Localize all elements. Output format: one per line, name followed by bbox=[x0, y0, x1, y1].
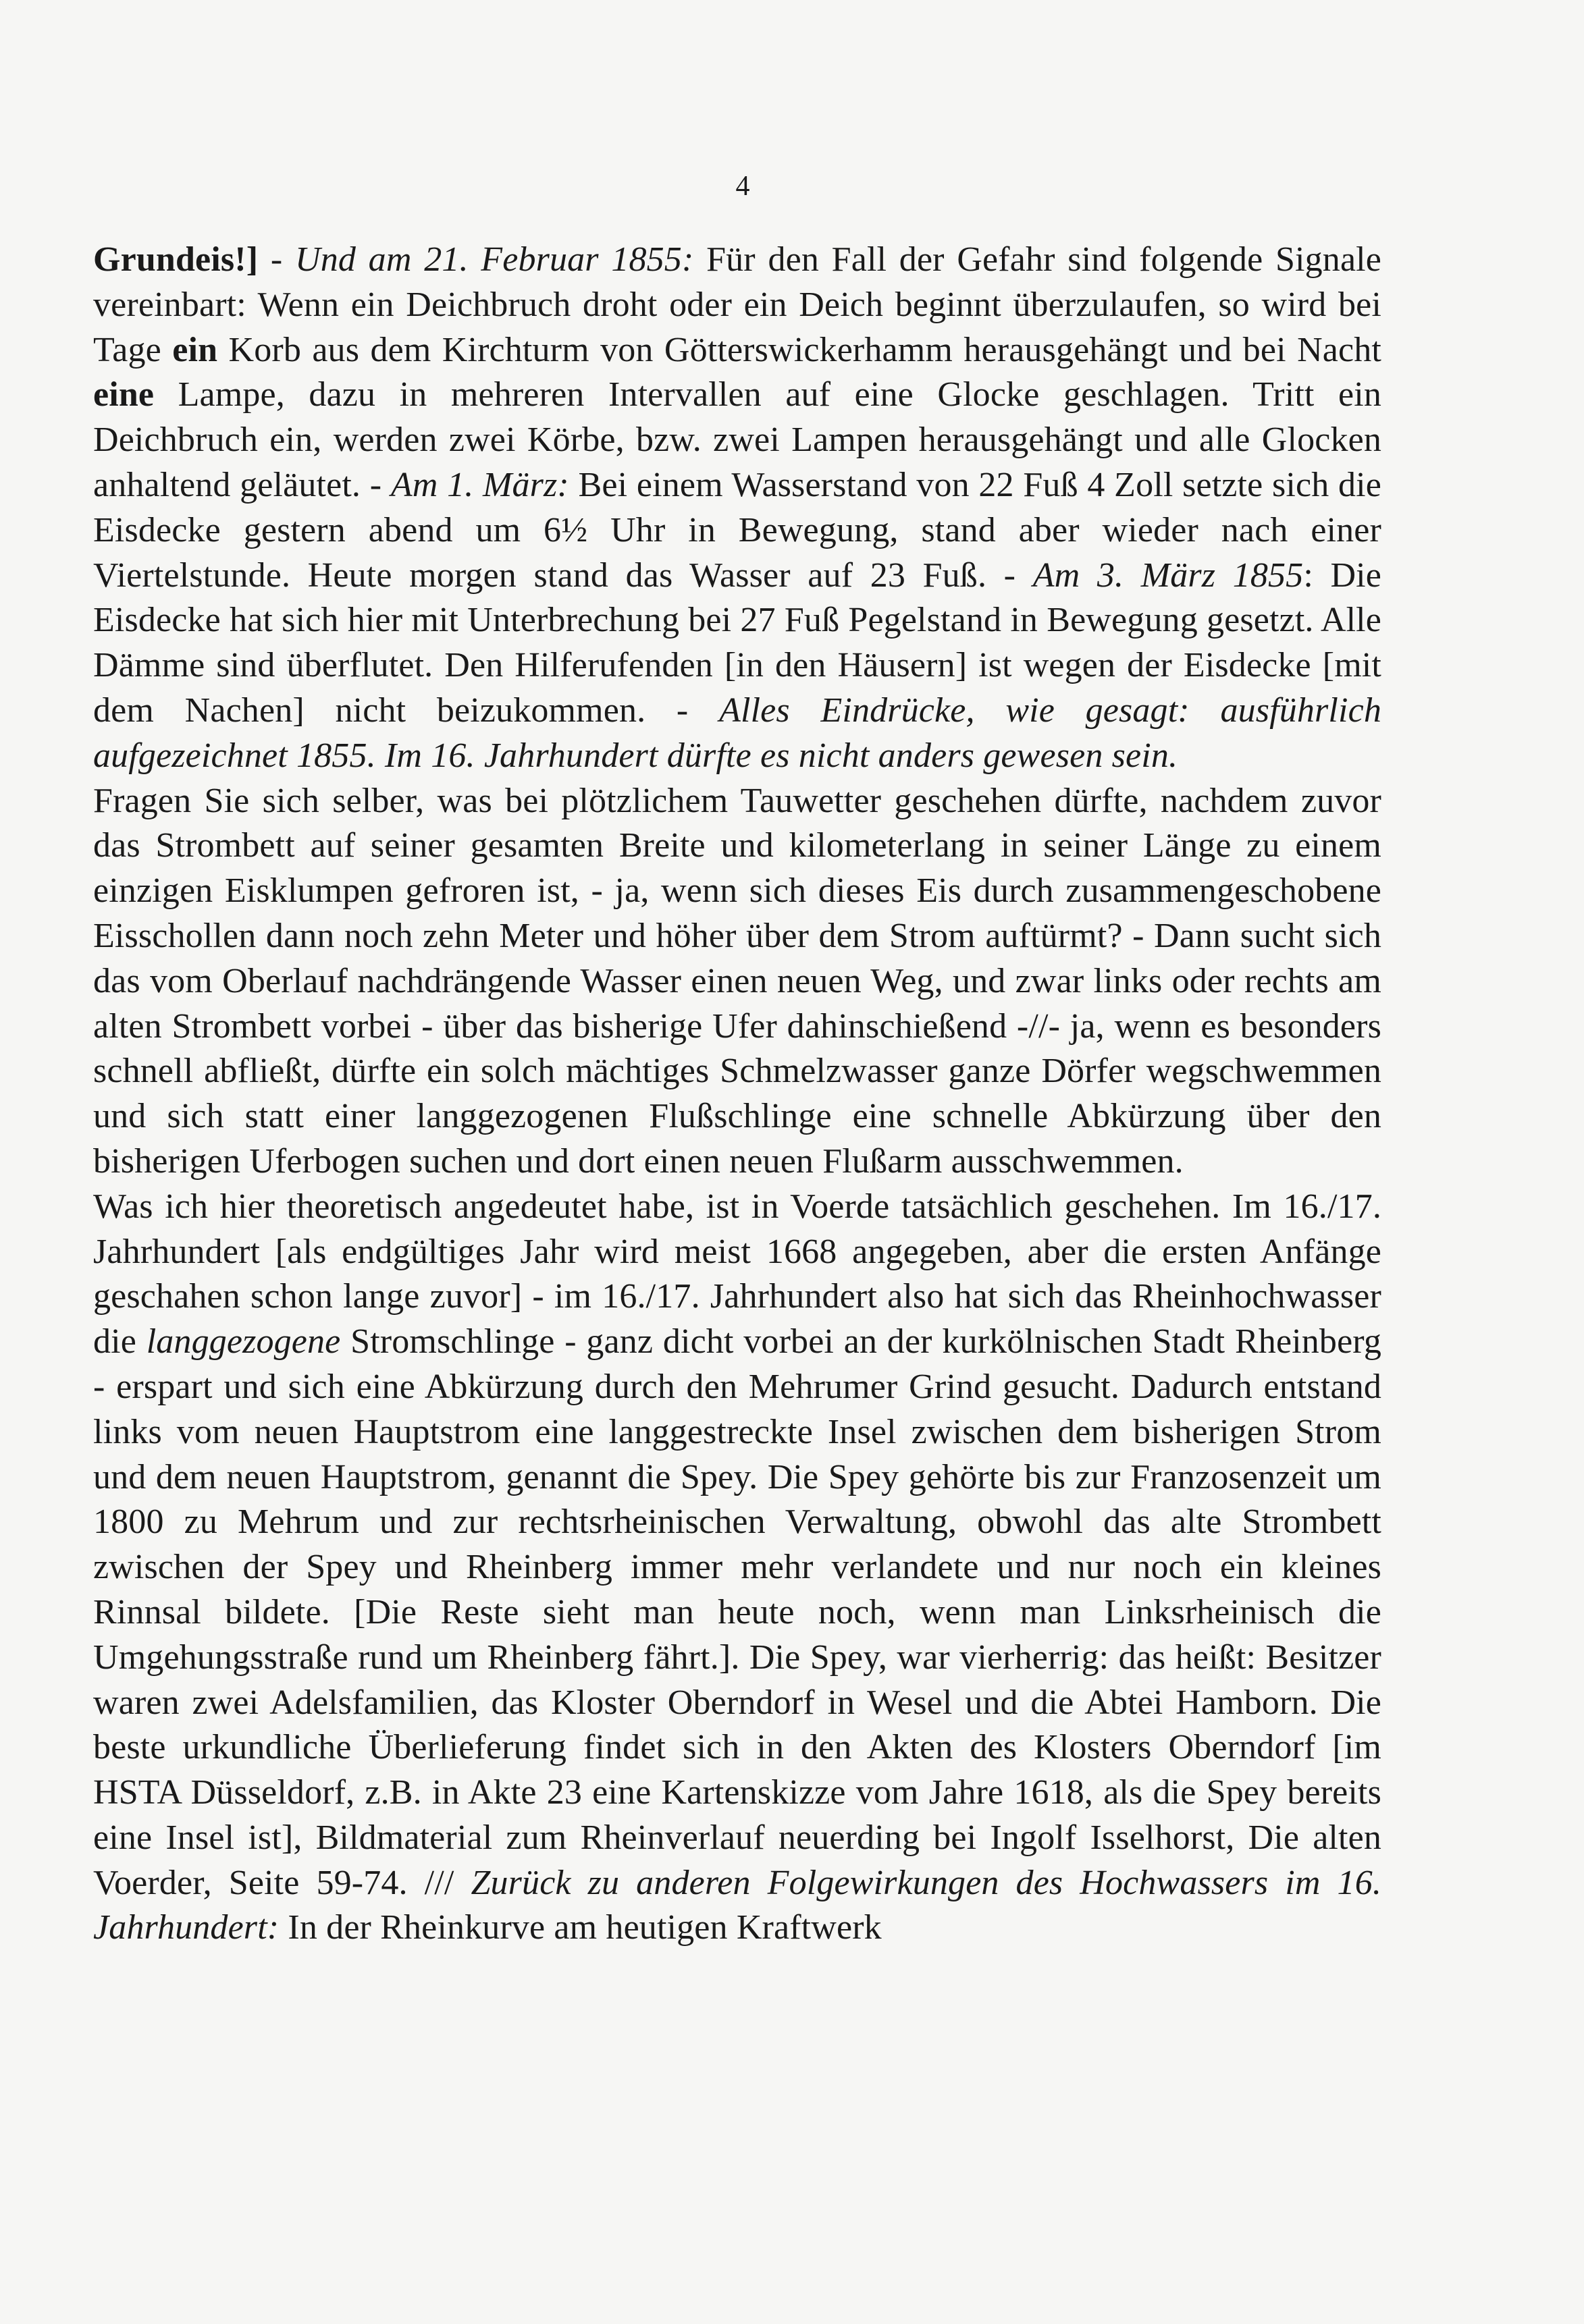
text-run: Bei einem Wasserstand von 22 Fuß 4 Zoll setzte sich die Eisdecke gestern abend um 6½ Uhr in Bewegung, stand aber wieder nach einer Viertelstunde. Heute morgen stand das Wasser auf 23 Fuß. - bbox=[93, 465, 1381, 595]
text-run: - bbox=[258, 240, 295, 279]
body-text bbox=[93, 238, 1381, 1951]
text-italic: Und am 21. Februar 1855: bbox=[295, 240, 694, 279]
text-run: Lampe, dazu in mehreren Intervallen auf eine Glocke geschlagen. Tritt ein Deichbruch ein, werden zwei Körbe, bzw. zwei Lampen herausgehängt und alle Glocken anhaltend geläutet. - bbox=[93, 375, 1381, 504]
text-run: Fragen Sie sich selber, was bei plötzlichem Tauwetter geschehen dürfte, nachdem zuvor das Strombett auf seiner gesamten Breite und kilometerlang in seiner Länge zu einem einzigen Eisklumpen gefroren ist, - ja, wenn sich dieses Eis durch zusammengeschobene Eisschollen dann noch zehn Meter und höher über dem Strom auftürmt? - Dann sucht sich das vom Oberlauf nachdrängende Wasser einen neuen Weg, und zwar links oder rechts am alten Strombett vorbei - über das bisherige Ufer dahinschießend -//- ja, wenn es besonders schnell abfließt, dürfte ein solch mächtiges Schmelzwasser ganze Dörfer wegschwemmen und sich statt einer langgezogenen Flußschlinge eine schnelle Abkürzung über den bisherigen Uferbogen suchen und dort einen neuen Flußarm ausschwemmen. bbox=[93, 781, 1381, 1181]
text-italic: Alles Eindrücke, wie gesagt: ausführlich aufgezeichnet 1855. Im 16. Jahrhundert dürfte es nicht anders gewesen sein. bbox=[93, 691, 1381, 775]
text-bold: ein bbox=[172, 330, 218, 369]
paragraph-flood-signals bbox=[93, 238, 1381, 779]
text-run: Stromschlinge - ganz dicht vorbei an der kurkölnischen Stadt Rheinberg - erspart und sich eine Abkürzung durch den Mehrumer Grind gesucht. Dadurch entstand links vom neuen Hauptstrom eine langgestreckte Insel zwischen dem bisherigen Strom und dem neuen Hauptstrom, genannt die Spey. Die Spey gehörte bis zur Franzosenzeit um 1800 zu Mehrum und zur rechtsrheinischen Verwaltung, obwohl das alte Strombett zwischen der Spey und Rheinberg immer mehr verlandete und nur noch ein kleines Rinnsal bildete. [Die Reste sieht man heute noch, wenn man Linksrheinisch die Umgehungsstraße rund um Rheinberg fährt.]. Die Spey, war vierherrig: das heißt: Besitzer waren zwei Adelsfamilien, das Kloster Oberndorf in Wesel und die Abtei Hamborn. Die beste urkundliche Überlieferung findet sich in den Akten des Klosters Oberndorf [im HSTA Düsseldorf, z.B. in Akte 23 eine Kartenskizze vom Jahre 1618, als die Spey bereits eine Insel ist], Bildmaterial zum Rheinverlauf neuerding bei Ingolf Isselhorst, Die alten Voerder, Seite 59-74. /// bbox=[93, 1322, 1381, 1902]
text-italic: Am 1. März: bbox=[390, 465, 569, 504]
text-run: In der Rheinkurve am heutigen Kraftwerk bbox=[279, 1908, 882, 1947]
text-italic: langgezogene bbox=[146, 1322, 341, 1361]
text-run: Für den Fall der Gefahr sind folgende Signale vereinbart: Wenn ein Deichbruch droht oder ein Deich beginnt überzulaufen, so wird bei Tage bbox=[93, 240, 1381, 369]
text-run: : Die Eisdecke hat sich hier mit Unterbrechung bei 27 Fuß Pegelstand in Bewegung gesetzt. Alle Dämme sind überflutet. Den Hilferufenden [in den Häusern] ist wegen der Eisdecke [mit dem Nachen] nicht beizukommen. - bbox=[93, 556, 1382, 730]
text-italic: Am 3. März 1855 bbox=[1032, 556, 1304, 595]
page-number: 4 bbox=[735, 171, 750, 202]
text-bold: eine bbox=[93, 375, 155, 414]
text-run: Was ich hier theoretisch angedeutet habe, ist in Voerde tatsächlich geschehen. Im 16./17. Jahrhundert [als endgültiges Jahr wird meist 1668 angegeben, aber die ersten Anfänge geschahen schon lange zuvor] - im 16./17. Jahrhundert also hat sich das Rheinhochwasser die bbox=[93, 1187, 1381, 1361]
paragraph-voerde-spey bbox=[93, 1185, 1381, 1951]
text-bold: Grundeis!] bbox=[93, 240, 259, 279]
text-run: Korb aus dem Kirchturm von Götterswickerhamm herausgehängt und bei Nacht bbox=[217, 330, 1381, 369]
paragraph-thaw-question bbox=[93, 779, 1381, 1185]
text-italic: Zurück zu anderen Folgewirkungen des Hochwassers im 16. Jahrhundert: bbox=[93, 1863, 1382, 1947]
